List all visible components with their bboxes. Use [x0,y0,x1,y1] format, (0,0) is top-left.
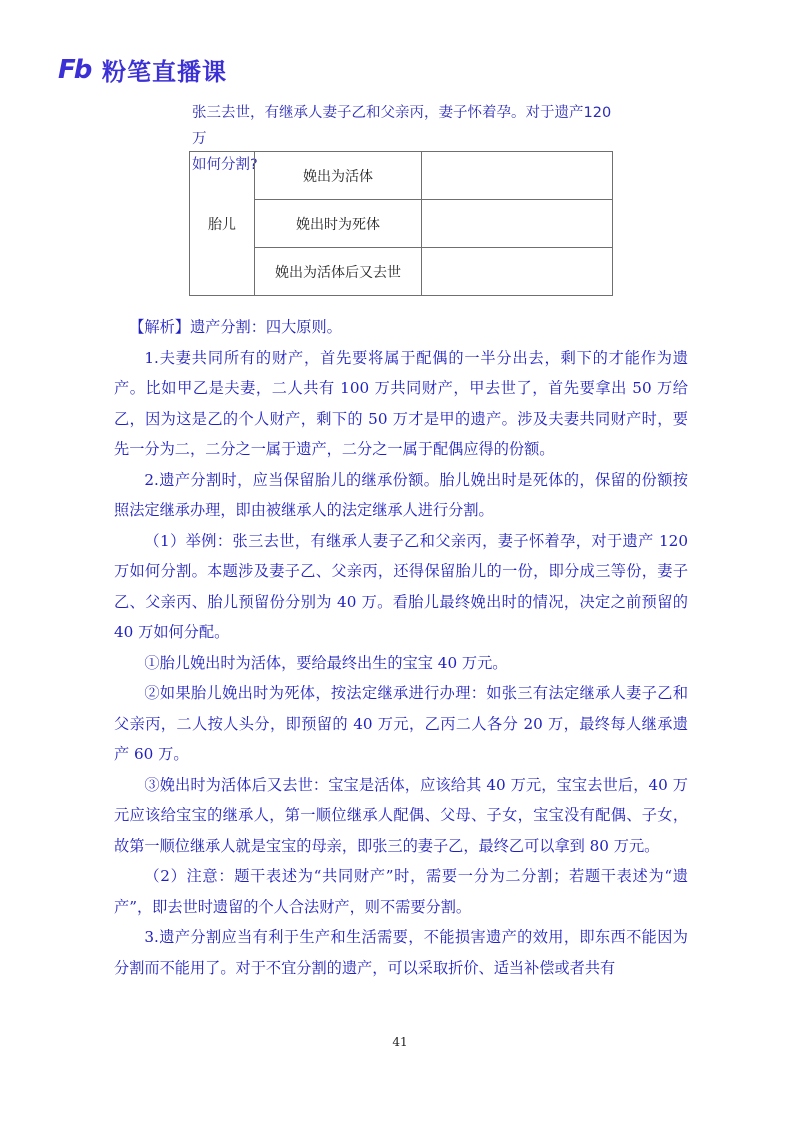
table-row-header: 胎儿 [190,152,255,296]
analysis-heading: 【解析】遗产分割：四大原则。 [129,318,342,336]
table-cell-value [422,200,613,248]
logo-text: 粉笔直播课 [102,58,227,86]
explanation-body [114,312,688,983]
paragraph-note: （2）注意：题干表述为“共同财产”时，需要一分为二分割；若题干表述为“遗产”，即去世时遗留的个人合法财产，则不需要分割。 [114,867,688,916]
paragraph-example: （1）举例：张三去世，有继承人妻子乙和父亲丙，妻子怀着孕，对于遗产 120 万如何分割。本题涉及妻子乙、父亲丙，还得保留胎儿的一份，即分成三等份，妻子乙、父亲丙、胎儿预留份分别为 40 万。看胎儿最终娩出时的情况，决定之前预留的 40 万如何分配。 [114,531,688,641]
table-row [190,152,613,200]
paragraph-principle-3: 3.遗产分割应当有利于生产和生活需要，不能损害遗产的效用，即东西不能因为分割而不能用了。对于不宜分割的遗产，可以采取折价、适当补偿或者共有 [114,928,688,977]
paragraph-case-2: ②如果胎儿娩出时为死体，按法定继承进行办理：如张三有法定继承人妻子乙和父亲丙，二人按人头分，即预留的 40 万元，乙丙二人各分 20 万，最终每人继承遗产 60 万。 [114,684,688,763]
table-cell-label: 娩出时为死体 [255,200,422,248]
table-cell-value [422,152,613,200]
paragraph-case-3: ③娩出时为活体后又去世：宝宝是活体，应该给其 40 万元，宝宝去世后，40 万元应该给宝宝的继承人，第一顺位继承人配偶、父母、子女，宝宝没有配偶、子女，故第一顺位继承人就是宝宝的母亲，即张三的妻子乙，最终乙可以拿到 80 万元。 [114,775,688,855]
paragraph-principle-1: 1.夫妻共同所有的财产，首先要将属于配偶的一半分出去，剩下的才能作为遗产。比如甲乙是夫妻，二人共有 100 万共同财产，甲去世了，首先要拿出 50 万给乙，因为这是乙的个人财产，剩下的 50 万才是甲的遗产。涉及夫妻共同财产时，要先一分为二，二分之一属于遗产，二分之一属于配偶应得的份额。 [114,348,688,458]
table-cell-label: 娩出为活体 [255,152,422,200]
paragraph-case-1: ①胎儿娩出时为活体，要给最终出生的宝宝 40 万元。 [144,653,508,672]
brand-logo [58,52,227,87]
table-cell-label: 娩出为活体后又去世 [255,248,422,296]
logo-icon: Fb [58,54,91,85]
fetus-table [189,151,613,296]
question-line-1: 张三去世，有继承人妻子乙和父亲丙，妻子怀着孕。对于遗产120万 [192,105,612,147]
paragraph-principle-2: 2.遗产分割时，应当保留胎儿的继承份额。胎儿娩出时是死体的，保留的份额按照法定继承办理，即由被继承人的法定继承人进行分割。 [114,470,688,519]
question-line-2: 如何分割? [192,157,258,173]
table-cell-value [422,248,613,296]
page-number: 41 [392,1035,408,1049]
